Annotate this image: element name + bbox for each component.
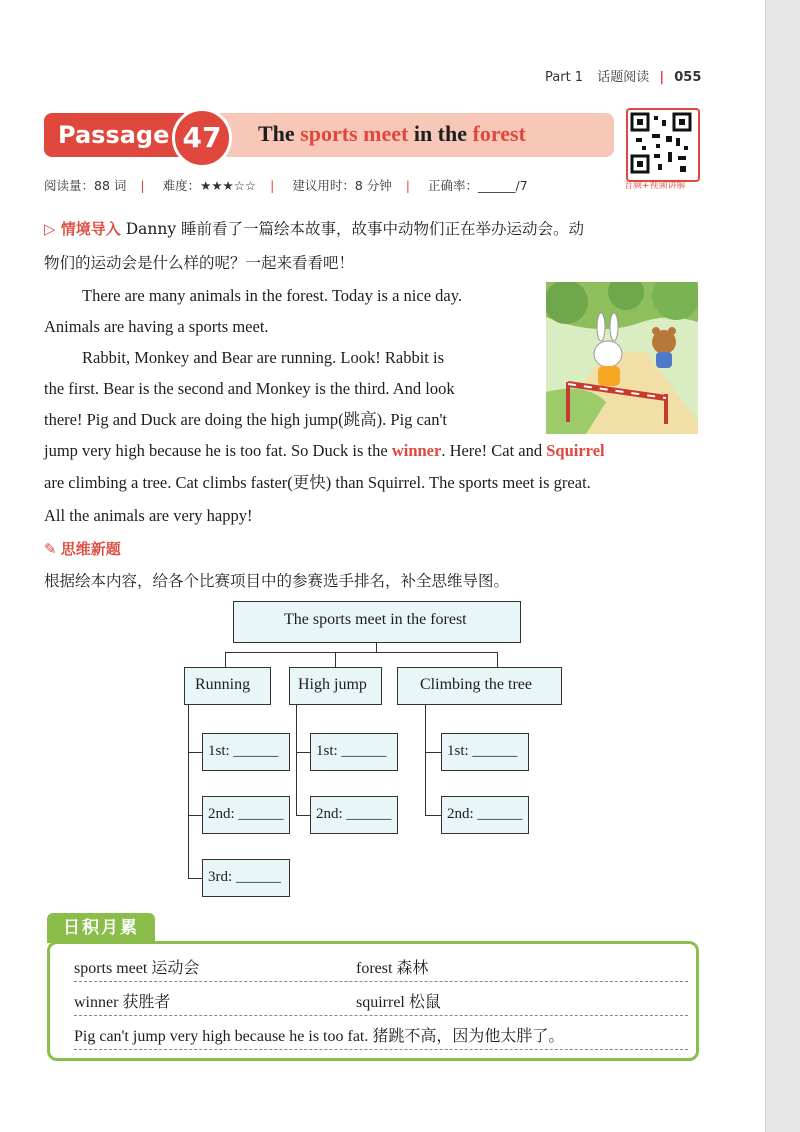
story-illustration	[546, 282, 698, 434]
page-number: 055	[674, 70, 702, 85]
category-high-jump: High jump	[289, 667, 382, 705]
connector	[225, 652, 226, 667]
task-instruction: 根据绘本内容，给各个比赛项目中的参赛选手排名，补全思维导图。	[44, 572, 510, 590]
pencil-icon: ✎	[44, 540, 57, 558]
task-label: 思维新题	[60, 540, 121, 558]
category-climbing: Climbing the tree	[397, 667, 562, 705]
page-header: Part 1 话题阅读 | 055	[545, 70, 702, 85]
section-label: 话题阅读	[597, 70, 650, 85]
vocab-forest: forest 森林	[356, 960, 429, 977]
highjump-2nd-blank[interactable]: 2nd: ______	[310, 796, 398, 834]
intro-label: ▷ 情境导入	[44, 220, 121, 238]
story-line-6: jump very high because he is too fat. So Duck is the winner. Here! Cat and Squirrel	[44, 441, 605, 460]
difficulty-label: 难度：	[162, 178, 201, 193]
running-2nd-blank[interactable]: 2nd: ______	[202, 796, 290, 834]
running-3rd-blank[interactable]: 3rd: ______	[202, 859, 290, 897]
mindmap-root: The sports meet in the forest	[233, 601, 521, 643]
accuracy-field: 正确率：______/7	[427, 178, 528, 193]
reading-meta: 阅读量：88 词 | 难度：★★★☆☆ | 建议用时：8 分钟 | 正确率：______/7	[44, 178, 528, 193]
story-line-4: the first. Bear is the second and Monkey is the third. And look	[44, 379, 455, 398]
highjump-1st-blank[interactable]: 1st: ______	[310, 733, 398, 771]
word-count: 阅读量：88 词	[44, 178, 127, 193]
connector	[425, 815, 441, 816]
connector	[188, 878, 202, 879]
vocab-winner: winner 获胜者	[74, 994, 171, 1011]
connector	[425, 752, 441, 753]
page-edge	[765, 0, 800, 1132]
category-running: Running	[184, 667, 271, 705]
climbing-1st-blank[interactable]: 1st: ______	[441, 733, 529, 771]
connector	[188, 752, 202, 753]
intro-line-2: 物们的运动会是什么样的呢？一起来看看吧！	[44, 254, 355, 272]
passage-label: Passage	[44, 113, 184, 157]
connector	[296, 705, 297, 815]
connector	[296, 815, 310, 816]
story-line-3: Rabbit, Monkey and Bear are running. Look! Rabbit is	[82, 348, 445, 367]
passage-number: 47	[172, 108, 232, 168]
passage-title: The sports meet in the forest	[258, 121, 526, 146]
story-line-2: Animals are having a sports meet.	[44, 317, 269, 336]
keyword-winner: winner	[391, 441, 442, 460]
running-1st-blank[interactable]: 1st: ______	[202, 733, 290, 771]
vocab-row-3: Pig can't jump very high because he is too fat. 猪跳不高，因为他太胖了。	[74, 1023, 688, 1050]
story-line-8: All the animals are very happy!	[44, 506, 253, 525]
connector	[188, 705, 189, 878]
connector	[497, 652, 498, 667]
difficulty-stars: ★★★☆☆	[200, 178, 257, 193]
connector	[225, 652, 497, 653]
connector	[335, 652, 336, 667]
intro-line-1: ▷ 情境导入 Danny 睡前看了一篇绘本故事，故事中动物们正在举办运动会。动	[44, 220, 585, 238]
vocab-row-1	[74, 955, 688, 982]
vocab-squirrel: squirrel 松鼠	[356, 994, 441, 1011]
suggested-time: 建议用时：8 分钟	[292, 178, 392, 193]
connector	[188, 815, 202, 816]
story-line-1: There are many animals in the forest. Today is a nice day.	[82, 286, 463, 305]
story-line-5: there! Pig and Duck are doing the high jump(跳高). Pig can't	[44, 410, 448, 429]
qr-code[interactable]	[626, 108, 700, 182]
connector	[296, 752, 310, 753]
climbing-2nd-blank[interactable]: 2nd: ______	[441, 796, 529, 834]
task-heading	[44, 538, 121, 560]
vocab-sports-meet: sports meet 运动会	[74, 960, 200, 977]
qr-caption: 音频+视频讲解	[624, 181, 686, 191]
story-line-7: are climbing a tree. Cat climbs faster(更快) than Squirrel. The sports meet is great.	[44, 473, 591, 492]
vocab-tab: 日积月累	[47, 913, 155, 943]
qr-icon	[628, 110, 694, 176]
vocab-row-2	[74, 989, 688, 1016]
keyword-squirrel: Squirrel	[546, 441, 605, 460]
connector	[425, 705, 426, 815]
part-label: Part 1	[545, 70, 584, 85]
